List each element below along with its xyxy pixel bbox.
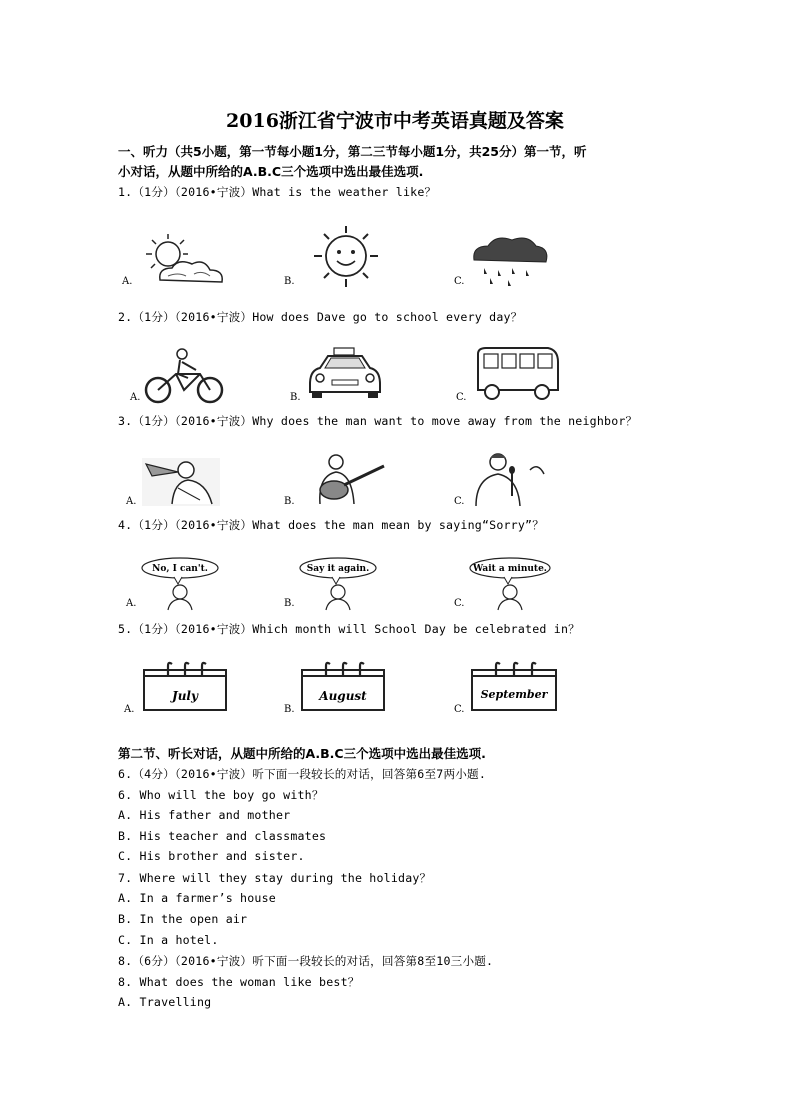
question-5: 5.（1分）（2016•宁波）Which month will School Day be celebrated in？ — [118, 622, 580, 636]
option-a-label: A. — [124, 704, 135, 715]
calendar-month-text: August — [319, 689, 367, 703]
question-4-options — [118, 556, 578, 612]
option-b-label: B. — [284, 276, 295, 287]
speech-bubble-text: Say it again. — [306, 564, 370, 574]
speech-bubble-person-icon — [468, 556, 552, 612]
s2-line: A. His father and mother — [118, 808, 291, 822]
option-c-label: C. — [454, 496, 465, 507]
document-title: 2016浙江省宁波市中考英语真题及答案 — [226, 110, 564, 132]
option-b-label: B. — [284, 598, 295, 609]
calendar-month-text: September — [480, 688, 548, 701]
option-c-label: C. — [454, 704, 465, 715]
section2-heading: 第二节、听长对话，从题中所给的A.B.C三个选项中选出最佳选项. — [118, 746, 486, 761]
trumpet-player-icon — [142, 454, 222, 508]
s2-line: B. His teacher and classmates — [118, 829, 327, 843]
s2-line: 8.（6分）（2016•宁波）听下面一段较长的对话，回答第8至10三小题. — [118, 954, 494, 968]
rain-cloud-icon — [468, 234, 553, 289]
question-1: 1.（1分）（2016•宁波）What is the weather like？ — [118, 185, 437, 199]
bicycle-icon — [144, 348, 229, 406]
s2-line: 8. What does the woman like best？ — [118, 975, 360, 989]
option-a-label: A. — [126, 496, 137, 507]
question-3: 3.（1分）（2016•宁波）Why does the man want to move away from the neighbor？ — [118, 414, 638, 428]
s2-line: B. In the open air — [118, 912, 248, 926]
calendar-month-text: July — [172, 689, 198, 703]
s2-line: 6. Who will the boy go with？ — [118, 788, 324, 802]
option-b-label: B. — [290, 392, 301, 403]
taxi-icon — [304, 348, 384, 402]
s2-line: 6.（4分）（2016•宁波）听下面一段较长的对话，回答第6至7两小题. — [118, 767, 487, 781]
s2-line: A. Travelling — [118, 995, 212, 1009]
section1-heading-line2: 小对话，从题中所给的A.B.C三个选项中选出最佳选项. — [118, 164, 424, 179]
question-3-options — [118, 452, 578, 510]
speech-bubble-person-icon — [140, 556, 222, 612]
option-c-label: C. — [454, 598, 465, 609]
speech-bubble-text: No, I can't. — [152, 564, 208, 574]
calendar-icon — [140, 660, 230, 714]
singer-icon — [468, 452, 553, 508]
option-c-label: C. — [456, 392, 467, 403]
question-2-options — [118, 346, 578, 406]
s2-line: C. In a hotel. — [118, 933, 219, 947]
question-5-options — [118, 660, 578, 720]
option-b-label: B. — [284, 704, 295, 715]
speech-bubble-person-icon — [298, 556, 380, 612]
s2-line: A. In a farmer’s house — [118, 891, 276, 905]
option-a-label: A. — [130, 392, 141, 403]
calendar-icon — [468, 660, 560, 714]
calendar-icon — [298, 660, 388, 714]
question-4: 4.（1分）（2016•宁波）What does the man mean by saying“Sorry”？ — [118, 518, 545, 532]
sun-icon — [300, 224, 395, 290]
s2-line: C. His brother and sister. — [118, 849, 305, 863]
bus-icon — [472, 346, 562, 402]
option-a-label: A. — [126, 598, 137, 609]
s2-line: 7. Where will they stay during the holiday？ — [118, 871, 432, 885]
sun-cloud-icon — [138, 232, 233, 292]
question-1-options — [118, 224, 578, 294]
option-b-label: B. — [284, 496, 295, 507]
section1-heading-line1: 一、听力（共5小题，第一节每小题1分，第二三节每小题1分，共25分）第一节，听 — [118, 144, 587, 159]
guitar-player-icon — [300, 452, 390, 508]
option-a-label: A. — [122, 276, 133, 287]
option-c-label: C. — [454, 276, 465, 287]
question-2: 2.（1分）（2016•宁波）How does Dave go to school every day？ — [118, 310, 523, 324]
speech-bubble-text: Wait a minute. — [473, 564, 547, 574]
